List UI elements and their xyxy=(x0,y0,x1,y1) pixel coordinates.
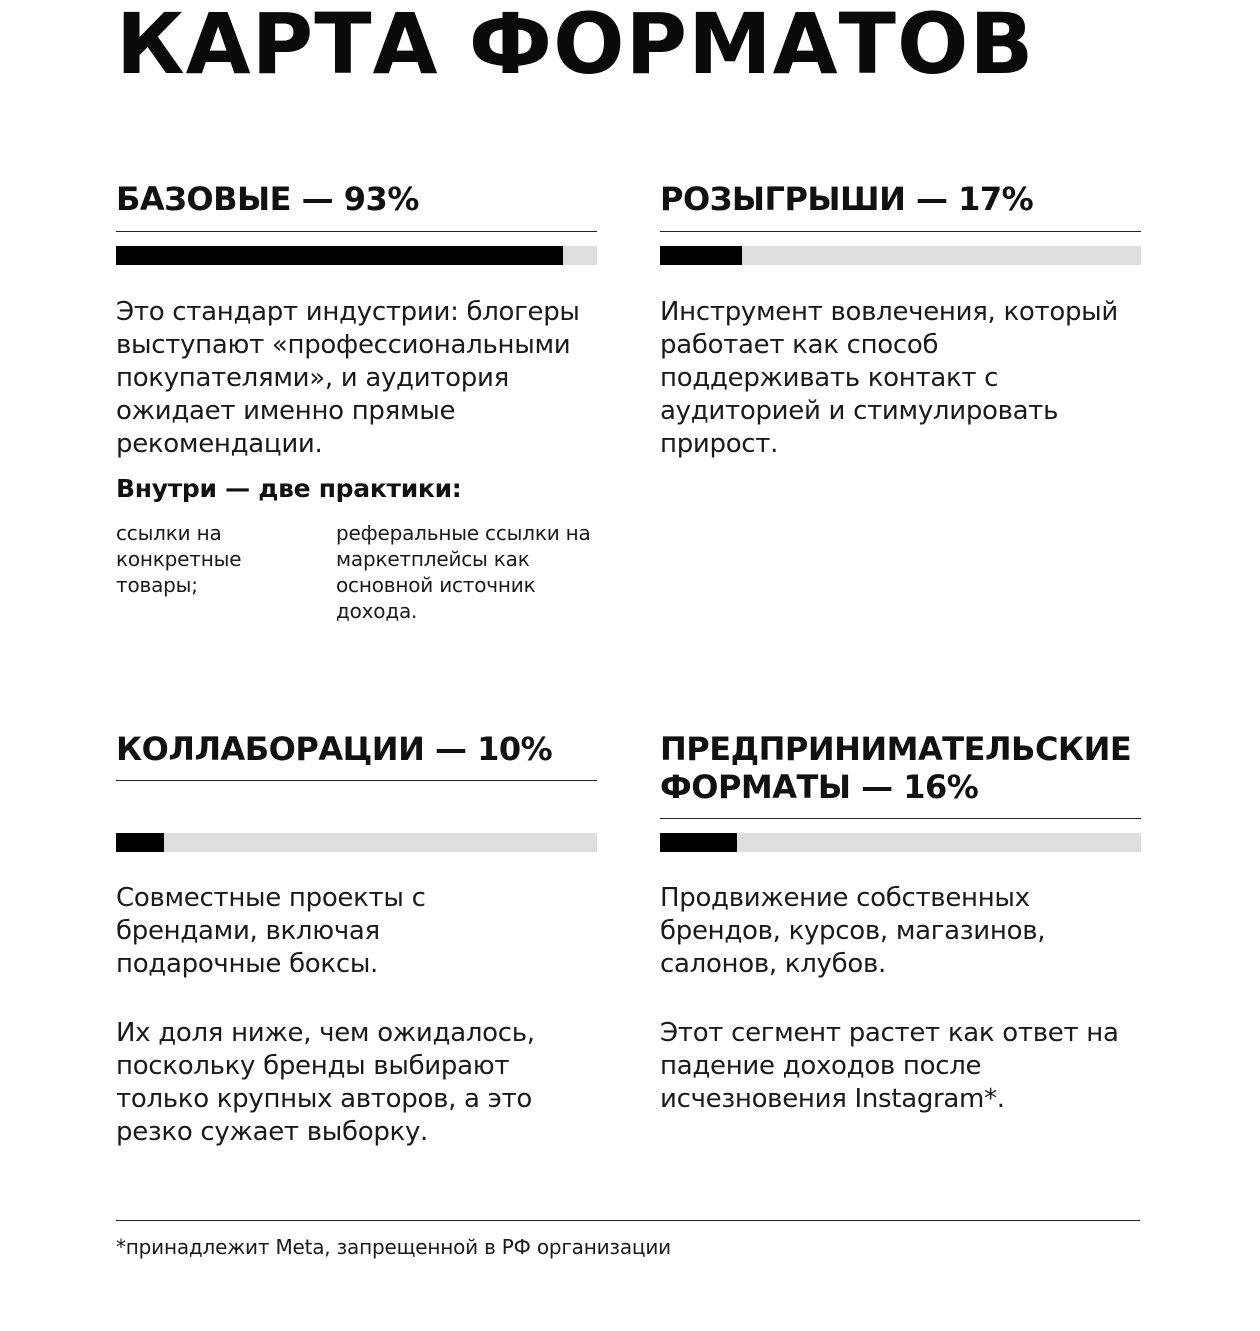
percent-bar-fill xyxy=(116,246,563,265)
footer-divider xyxy=(116,1220,1140,1221)
heading-divider xyxy=(660,818,1141,819)
percent-bar xyxy=(116,833,597,852)
heading-divider xyxy=(116,231,597,232)
percent-bar xyxy=(116,246,597,265)
section-basic xyxy=(116,180,597,640)
percent-bar-fill xyxy=(116,833,164,852)
percent-bar xyxy=(660,246,1141,265)
section-description: Продвижение собственных брендов, курсов, магазинов, салонов, клубов. xyxy=(660,883,1046,979)
section-note: Их доля ниже, чем ожидалось, поскольку бренды выбирают только крупных авторов, а это резко сужает выборку. xyxy=(116,1018,535,1147)
footnote: *принадлежит Meta, запрещенной в РФ организации xyxy=(116,1235,671,1259)
section-heading: КОЛЛАБОРАЦИИ — 10% xyxy=(116,730,553,768)
practice-item: ссылки на конкретные товары; xyxy=(116,521,242,597)
heading-divider xyxy=(660,231,1141,232)
section-description: Совместные проекты с брендами, включая подарочные боксы. xyxy=(116,883,426,979)
section-collaborations xyxy=(116,730,597,1160)
section-entrepreneurial xyxy=(660,730,1141,1160)
practices-heading: Внутри — две практики: xyxy=(116,474,462,503)
page-title: КАРТА ФОРМАТОВ xyxy=(116,0,1035,93)
section-note: Этот сегмент растет как ответ на падение доходов после исчезновения Instagram*. xyxy=(660,1018,1119,1114)
section-heading: РОЗЫГРЫШИ — 17% xyxy=(660,180,1034,218)
percent-bar xyxy=(660,833,1141,852)
practice-item: реферальные ссылки на маркетплейсы как основной источник дохода. xyxy=(336,521,591,623)
section-description: Это стандарт индустрии: блогеры выступают «профессиональными покупателями», и аудитория ожидает именно прямые рекомендации. xyxy=(116,297,580,459)
section-description: Инструмент вовлечения, который работает как способ поддерживать контакт с аудиторией и стимулировать прирост. xyxy=(660,297,1118,459)
section-heading: БАЗОВЫЕ — 93% xyxy=(116,180,419,218)
heading-divider xyxy=(116,780,597,781)
percent-bar-fill xyxy=(660,833,737,852)
section-giveaways xyxy=(660,180,1141,480)
section-heading: ПРЕДПРИНИМАТЕЛЬСКИЕ ФОРМАТЫ — 16% xyxy=(660,730,1132,806)
percent-bar-fill xyxy=(660,246,742,265)
